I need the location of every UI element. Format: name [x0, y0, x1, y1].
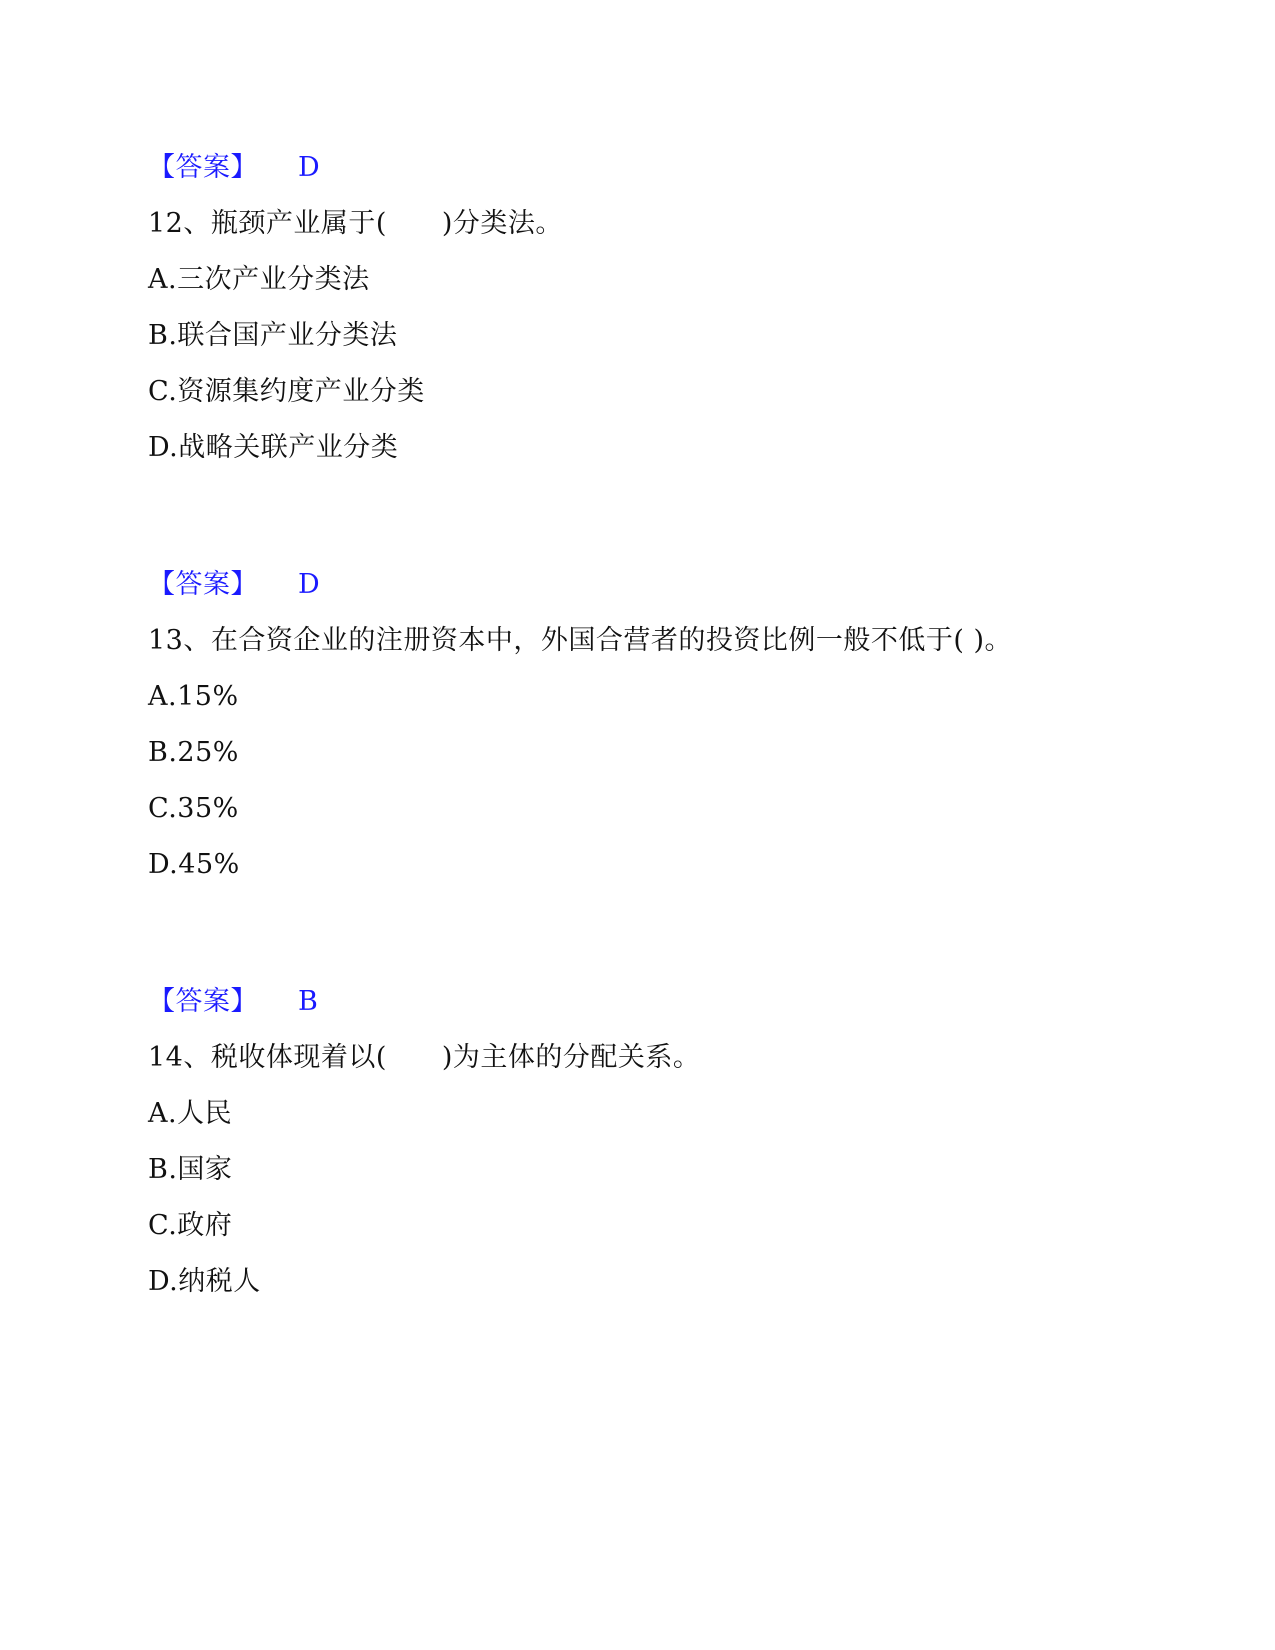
answer-label: 【答案】	[148, 569, 258, 600]
option-a: A.三次产业分类法	[148, 264, 370, 295]
question-block-13	[148, 567, 1012, 883]
option-b: B.国家	[148, 1154, 233, 1185]
question-text: 14、税收体现着以( )为主体的分配关系。	[148, 1042, 701, 1073]
question-text: 13、在合资企业的注册资本中，外国合营者的投资比例一般不低于( )。	[148, 625, 1013, 656]
option-c: C.政府	[148, 1210, 233, 1241]
answer-label: 【答案】	[148, 986, 258, 1017]
question-block-12	[148, 150, 563, 466]
option-d: D.45%	[148, 849, 240, 880]
option-b: B.25%	[148, 737, 239, 768]
answer-value: B	[298, 986, 319, 1017]
answer-line	[148, 567, 1012, 603]
answer-value: D	[298, 152, 321, 183]
option-c: C.资源集约度产业分类	[148, 376, 425, 407]
answer-line	[148, 150, 563, 186]
option-d: D.战略关联产业分类	[148, 432, 399, 463]
answer-line	[148, 984, 700, 1020]
option-a: A.15%	[148, 681, 239, 712]
answer-label: 【答案】	[148, 152, 258, 183]
option-b: B.联合国产业分类法	[148, 320, 398, 351]
answer-value: D	[298, 569, 321, 600]
question-text: 12、瓶颈产业属于( )分类法。	[148, 208, 563, 239]
option-c: C.35%	[148, 793, 239, 824]
option-a: A.人民	[148, 1098, 233, 1129]
option-d: D.纳税人	[148, 1266, 261, 1297]
question-block-14	[148, 984, 700, 1300]
